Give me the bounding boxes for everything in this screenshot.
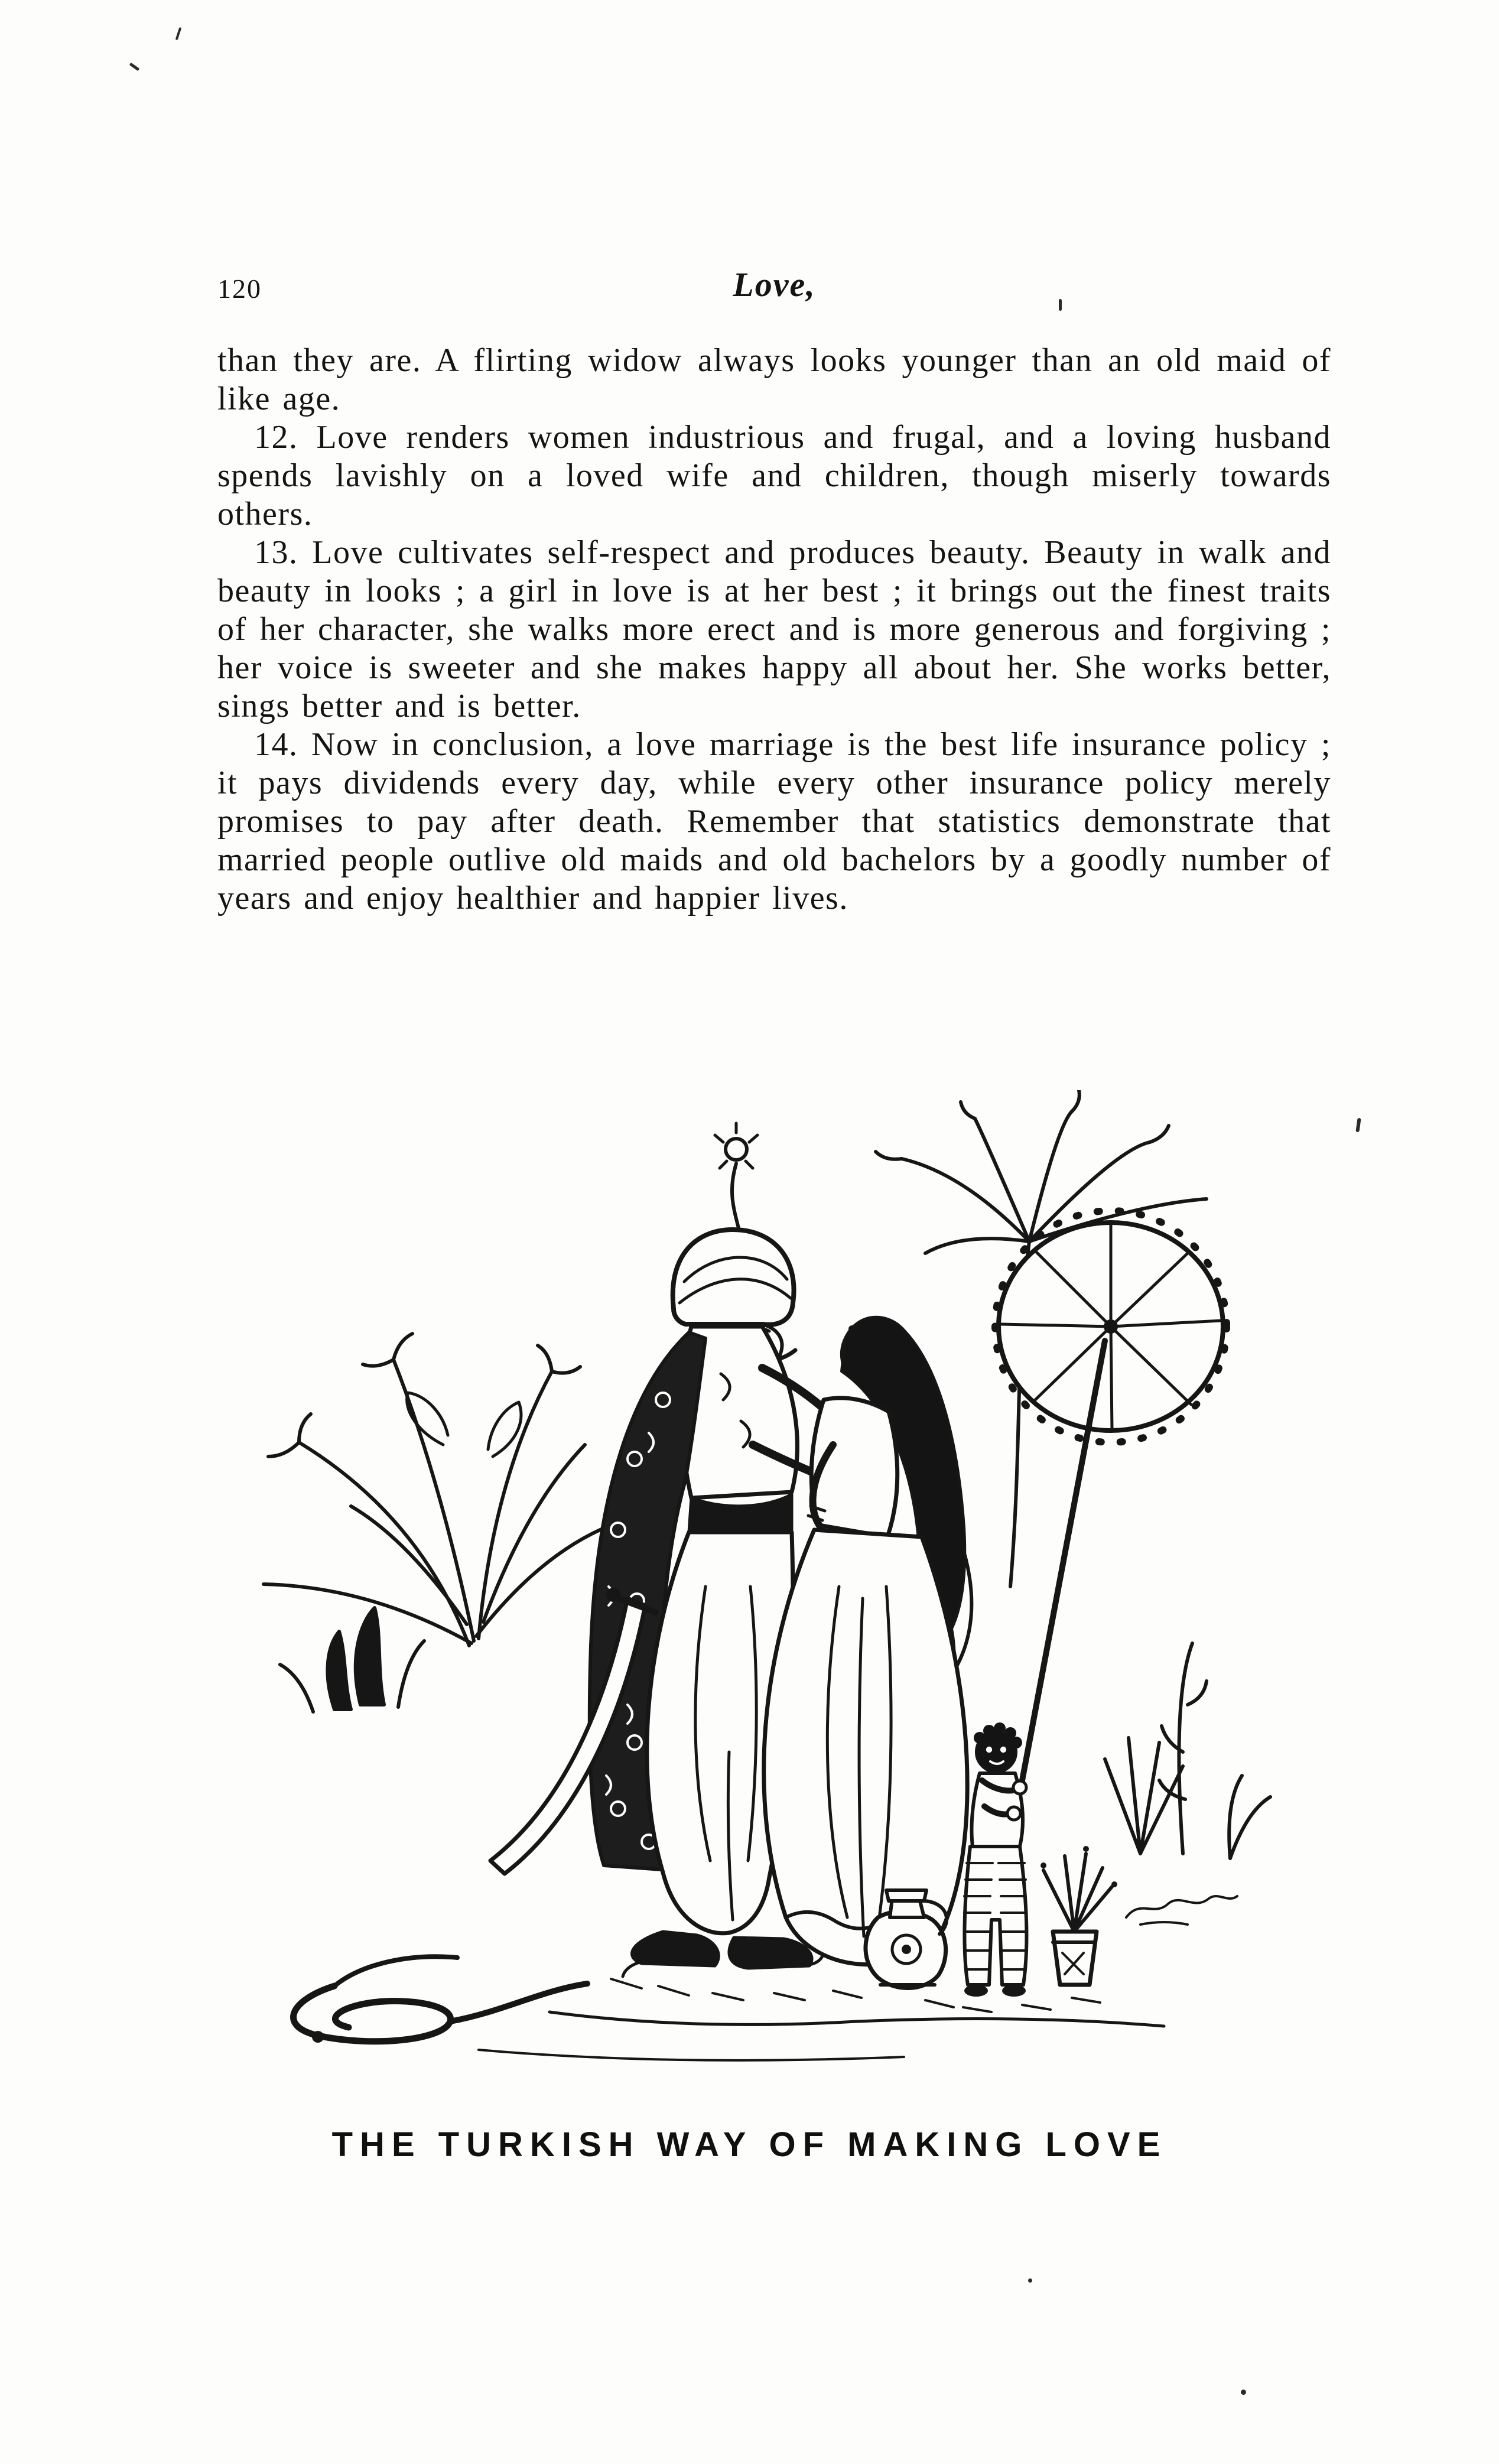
running-title: Love,	[733, 265, 816, 304]
artist-signature	[1126, 1896, 1237, 1925]
plants-right	[1105, 1643, 1270, 1858]
scan-speck	[175, 27, 182, 40]
paragraph-12: 12. Love renders women industrious and frugal, and a loving husband spends lavishly on a loved wife and children, though miserly towards others.	[217, 419, 1331, 532]
page-number: 120	[217, 274, 262, 304]
shrub-left	[280, 1608, 424, 1712]
scan-speck	[129, 63, 140, 71]
paragraph-13: 13. Love cultivates self-respect and produces beauty. Beauty in walk and beauty in looks ; a girl in love is at her best ; it brings out the finest traits of her character, she walks more erect and is more generous and forgiving ; her voice is sweeter and she makes happy all about her. She works better, sings better and is better.	[217, 534, 1331, 724]
scan-speck	[1241, 2390, 1246, 2395]
plant-pot	[1040, 1846, 1117, 1985]
ground-hatching	[479, 1979, 1164, 2060]
scan-speck	[1028, 2278, 1032, 2283]
palm-left	[264, 1334, 611, 1646]
rope-coil	[294, 1956, 587, 2043]
page-header	[217, 265, 1331, 312]
paragraph-14: 14. Now in conclusion, a love marriage is the best life insurance policy ; it pays dividends every day, while every other insurance policy merely promises to pay after death. Remember that statistics demonstrate that married people outlive old maids and old bachelors by a goodly number of years and enjoy healthier and happier lives.	[217, 726, 1331, 916]
illustration	[195, 1090, 1306, 2107]
illustration-caption: THE TURKISH WAY OF MAKING LOVE	[331, 2125, 1168, 2164]
scan-speck	[1355, 1118, 1361, 1133]
body-text	[217, 342, 1331, 918]
paragraph-continuation: than they are. A flirting widow always looks younger than an old maid of like age.	[217, 342, 1331, 417]
parasol	[995, 1211, 1227, 1799]
child-figure	[964, 1722, 1026, 1997]
